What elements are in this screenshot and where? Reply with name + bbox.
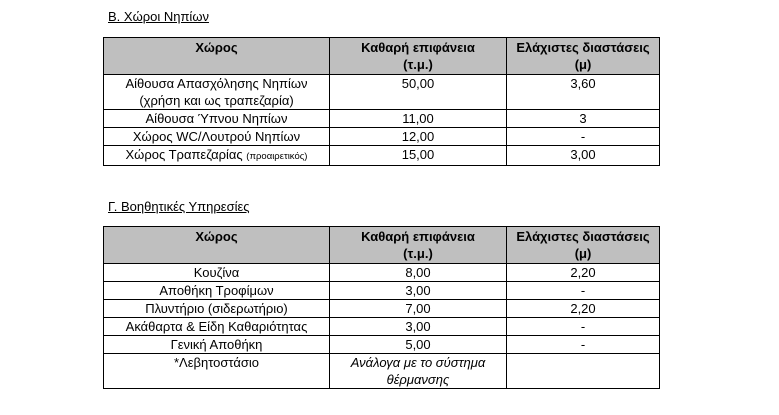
table-row [104,75,660,110]
cell-space [104,146,330,166]
auxiliary-services-table [103,226,660,389]
header-dims-line1: Ελάχιστες διαστάσεις [516,40,650,55]
table-header-row [104,227,660,264]
header-area [330,38,507,75]
cell-area: 50,00 [330,75,507,110]
section-title-auxiliary-services: Γ. Βοηθητικές Υπηρεσίες [108,199,250,214]
cell-space: Κουζίνα [104,264,330,282]
cell-space: Χώρος WC/Λουτρού Νηπίων [104,128,330,146]
cell-space: Γενική Αποθήκη [104,336,330,354]
header-area-line1: Καθαρή επιφάνεια [361,40,475,55]
cell-area: 3,00 [330,318,507,336]
header-area-line2: (τ.μ.) [403,246,433,261]
cell-dims: 2,20 [507,264,660,282]
header-dims-line2: (μ) [574,57,592,72]
header-space: Χώρος [104,227,330,264]
section-title-infant-spaces: Β. Χώροι Νηπίων [108,9,209,24]
cell-area-note: Ανάλογα με το σύστημα θέρμανσης [330,354,507,389]
cell-dims: - [507,128,660,146]
table-row [104,264,660,282]
cell-space: Αίθουσα Ύπνου Νηπίων [104,110,330,128]
cell-space-line1: Αίθουσα Απασχόλησης Νηπίων [125,76,308,91]
cell-space: Ακάθαρτα & Είδη Καθαριότητας [104,318,330,336]
header-space: Χώρος [104,38,330,75]
cell-space-main: Χώρος Τραπεζαρίας [125,147,243,162]
table-row [104,336,660,354]
cell-space-line2: (χρήση και ως τραπεζαρία) [139,93,294,108]
cell-space: *Λεβητοστάσιο [104,354,330,389]
cell-space-note: (προαιρετικός) [246,151,308,162]
header-area [330,227,507,264]
cell-dims: - [507,336,660,354]
table-row [104,300,660,318]
header-dims-line2: (μ) [574,246,592,261]
cell-area: 3,00 [330,282,507,300]
cell-area: 8,00 [330,264,507,282]
table-row [104,146,660,166]
header-dims-line1: Ελάχιστες διαστάσεις [516,229,650,244]
table-row [104,128,660,146]
cell-dims: 3,00 [507,146,660,166]
header-area-line2: (τ.μ.) [403,57,433,72]
cell-area: 12,00 [330,128,507,146]
cell-dims [507,354,660,389]
cell-dims: 2,20 [507,300,660,318]
header-dims [507,227,660,264]
cell-dims: - [507,318,660,336]
header-dims [507,38,660,75]
cell-dims: 3 [507,110,660,128]
table-row [104,354,660,389]
table-row [104,110,660,128]
cell-area: 7,00 [330,300,507,318]
cell-area: 15,00 [330,146,507,166]
cell-space [104,75,330,110]
cell-area: 11,00 [330,110,507,128]
cell-dims: - [507,282,660,300]
table-header-row [104,38,660,75]
cell-space: Αποθήκη Τροφίμων [104,282,330,300]
cell-dims: 3,60 [507,75,660,110]
infant-spaces-table [103,37,660,166]
table-row [104,282,660,300]
cell-space: Πλυντήριο (σιδερωτήριο) [104,300,330,318]
header-area-line1: Καθαρή επιφάνεια [361,229,475,244]
cell-area: 5,00 [330,336,507,354]
table-row [104,318,660,336]
